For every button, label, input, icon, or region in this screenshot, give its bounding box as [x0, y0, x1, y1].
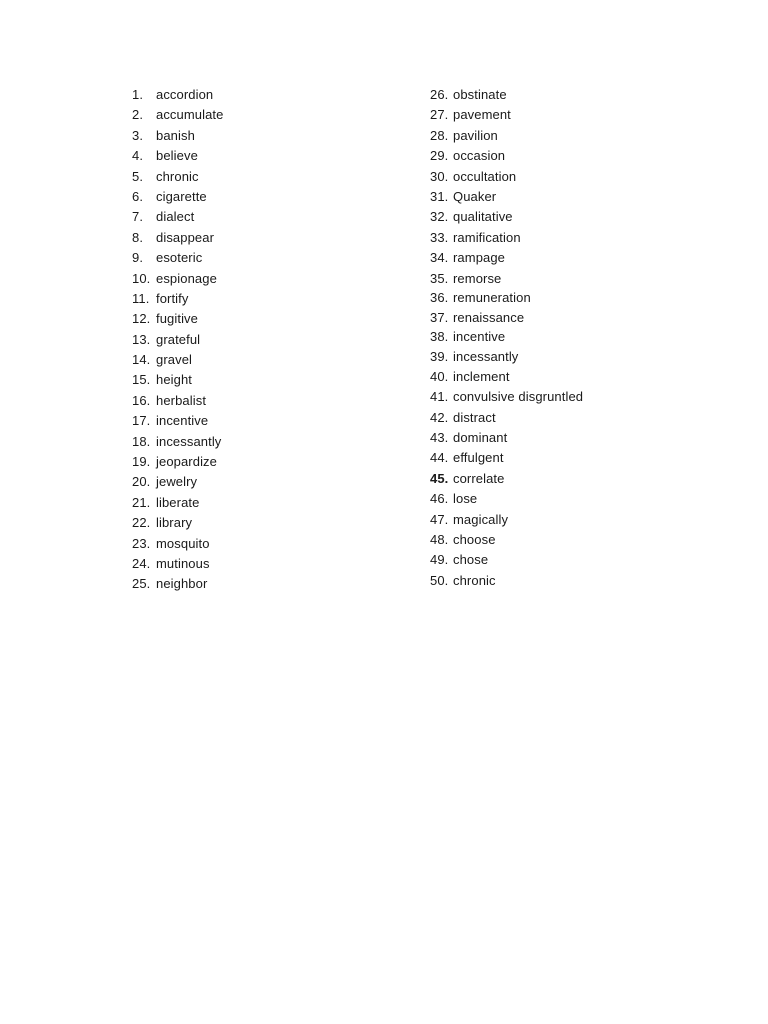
list-item: [132, 330, 412, 350]
item-word: effulgent: [453, 450, 504, 466]
list-item: [430, 288, 750, 308]
item-word: mutinous: [156, 555, 210, 571]
item-word: remuneration: [453, 290, 531, 306]
item-word: fugitive: [156, 311, 198, 327]
item-word: convulsive disgruntled: [453, 389, 584, 405]
item-number: 36.: [430, 290, 449, 306]
item-word: qualitative: [453, 209, 513, 225]
item-word: pavilion: [453, 127, 498, 143]
item-number: 34.: [430, 250, 449, 266]
item-word: mosquito: [156, 535, 210, 551]
item-word: library: [156, 515, 193, 531]
list-item: [132, 391, 412, 411]
list-item: [132, 207, 412, 227]
item-number: 37.: [430, 309, 449, 325]
item-word: fortify: [156, 290, 189, 306]
list-item: [132, 472, 412, 492]
item-word: accumulate: [156, 107, 224, 123]
item-number: 50.: [430, 572, 449, 588]
item-word: cigarette: [156, 188, 207, 204]
item-number: 12.: [132, 311, 151, 327]
item-number: 48.: [430, 532, 449, 548]
list-item: [430, 367, 750, 387]
list-item: [132, 432, 412, 452]
list-item: [430, 571, 750, 591]
list-item: [132, 85, 412, 105]
item-number: 3.: [132, 127, 144, 143]
item-word: inclement: [453, 368, 510, 384]
list-item: [132, 187, 412, 207]
item-word: ramification: [453, 229, 521, 245]
item-number: 41.: [430, 389, 449, 405]
item-word: liberate: [156, 494, 200, 510]
item-word: herbalist: [156, 392, 207, 408]
list-item: [430, 469, 750, 489]
item-number: 8.: [132, 229, 144, 245]
item-number: 4.: [132, 148, 144, 164]
item-number: 25.: [132, 576, 151, 592]
word-list-left: [132, 85, 412, 595]
item-word: remorse: [453, 270, 502, 286]
item-number: 23.: [132, 535, 151, 551]
item-word: lose: [453, 491, 478, 507]
item-word: chronic: [156, 168, 199, 184]
item-word: incentive: [156, 413, 209, 429]
list-item: [430, 327, 750, 347]
item-number: 16.: [132, 392, 151, 408]
list-item: [430, 228, 750, 248]
item-word: occasion: [453, 148, 506, 164]
list-item: [132, 534, 412, 554]
item-number: 40.: [430, 368, 449, 384]
item-word: jeopardize: [156, 454, 217, 470]
list-item: [430, 269, 750, 289]
item-number: 49.: [430, 552, 449, 568]
item-word: height: [156, 372, 193, 388]
list-item: [430, 387, 750, 407]
list-item: [132, 574, 412, 594]
list-item: [132, 269, 412, 289]
item-word: dialect: [156, 209, 195, 225]
item-word: chose: [453, 552, 489, 568]
list-item: [132, 493, 412, 513]
item-number: 28.: [430, 127, 449, 143]
item-number: 26.: [430, 87, 449, 102]
item-word: neighbor: [156, 576, 208, 592]
list-item: [132, 411, 412, 431]
item-number: 14.: [132, 352, 151, 368]
item-word: believe: [156, 148, 198, 164]
list-item: [430, 248, 750, 268]
item-word: choose: [453, 532, 496, 548]
item-number: 13.: [132, 331, 151, 347]
item-number: 29.: [430, 148, 449, 164]
list-item: [132, 289, 412, 309]
item-word: gravel: [156, 352, 193, 368]
item-word: grateful: [156, 331, 201, 347]
list-item: [430, 428, 750, 448]
list-item: [430, 530, 750, 550]
list-item: [132, 146, 412, 166]
item-number: 1.: [132, 87, 144, 102]
list-item: [132, 370, 412, 390]
item-word: dominant: [453, 430, 508, 446]
list-item: [430, 408, 750, 428]
item-word: banish: [156, 127, 195, 143]
list-item: [132, 126, 412, 146]
item-number: 20.: [132, 474, 151, 490]
item-word: disappear: [156, 229, 214, 245]
item-word: accordion: [156, 87, 214, 102]
item-number: 11.: [132, 290, 150, 306]
item-number: 30.: [430, 168, 449, 184]
item-word: chronic: [453, 572, 496, 588]
item-number: 22.: [132, 515, 151, 531]
item-word: renaissance: [453, 309, 525, 325]
item-word: magically: [453, 511, 509, 527]
list-item: [430, 167, 750, 187]
item-number: 7.: [132, 209, 144, 225]
item-number: 10.: [132, 270, 151, 286]
list-item: [430, 510, 750, 530]
list-item: [132, 248, 412, 268]
item-word: correlate: [453, 470, 505, 486]
item-number: 44.: [430, 450, 449, 466]
list-item: [430, 308, 750, 328]
item-word: espionage: [156, 270, 217, 286]
list-item: [430, 146, 750, 166]
list-item: [430, 105, 750, 125]
item-word: pavement: [453, 107, 511, 123]
item-word: distract: [453, 409, 496, 425]
item-number: 38.: [430, 329, 449, 345]
item-word: obstinate: [453, 87, 507, 102]
item-number: 15.: [132, 372, 151, 388]
item-word: incessantly: [156, 433, 222, 449]
list-item: [132, 167, 412, 187]
item-word: incessantly: [453, 348, 519, 364]
item-number: 2.: [132, 107, 144, 123]
list-item: [132, 350, 412, 370]
item-number: 32.: [430, 209, 449, 225]
item-number: 47.: [430, 511, 449, 527]
item-number: 39.: [430, 348, 449, 364]
list-item: [430, 207, 750, 227]
item-word: esoteric: [156, 250, 203, 266]
list-item: [430, 347, 750, 367]
item-word: incentive: [453, 329, 506, 345]
list-item: [132, 309, 412, 329]
list-item: [430, 126, 750, 146]
item-number: 43.: [430, 430, 449, 446]
list-item: [132, 228, 412, 248]
item-word: Quaker: [453, 188, 497, 204]
list-item: [132, 452, 412, 472]
item-number: 31.: [430, 188, 449, 204]
item-number: 45.: [430, 470, 449, 486]
item-number: 17.: [132, 413, 151, 429]
item-word: occultation: [453, 168, 517, 184]
list-item: [430, 448, 750, 468]
item-number: 9.: [132, 250, 144, 266]
item-number: 46.: [430, 491, 449, 507]
item-number: 21.: [132, 494, 151, 510]
list-item: [132, 554, 412, 574]
list-item: [430, 85, 750, 105]
item-number: 5.: [132, 168, 144, 184]
list-item: [430, 550, 750, 570]
list-item: [430, 489, 750, 509]
list-item: [132, 513, 412, 533]
item-number: 19.: [132, 454, 151, 470]
item-number: 24.: [132, 555, 151, 571]
item-number: 6.: [132, 188, 144, 204]
item-number: 42.: [430, 409, 449, 425]
item-word: jewelry: [156, 474, 198, 490]
item-number: 18.: [132, 433, 151, 449]
word-list-right: [430, 85, 750, 591]
item-number: 33.: [430, 229, 449, 245]
list-item: [132, 105, 412, 125]
list-item: [430, 187, 750, 207]
item-number: 35.: [430, 270, 449, 286]
item-word: rampage: [453, 250, 506, 266]
item-number: 27.: [430, 107, 449, 123]
